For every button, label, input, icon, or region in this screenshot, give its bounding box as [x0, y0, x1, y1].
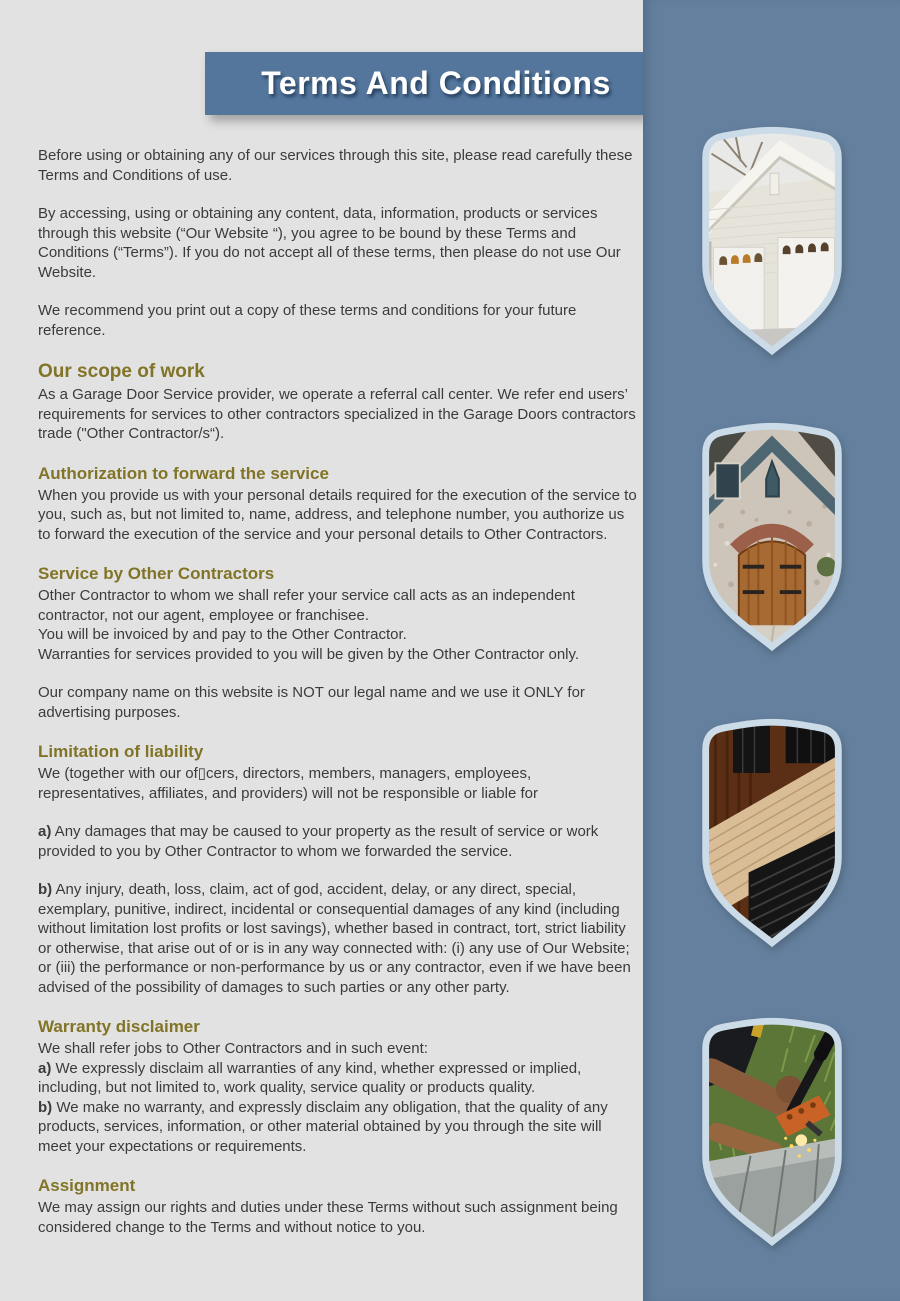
limitation-intro: We (together with our of▯cers, directors, members, managers, employees, representatives, affiliates, and providers) will not be responsible or liable for [38, 765, 538, 802]
company-name-note: Our company name on this website is NOT our legal name and we use it ONLY for advertising purposes. [38, 684, 585, 721]
section-heading-authorization: Authorization to forward the service [38, 463, 329, 483]
section-heading-scope: Our scope of work [38, 361, 205, 382]
assignment-body: We may assign our rights and duties under these Terms without such assignment being considered change to the Terms and without notice to you. [38, 1199, 618, 1236]
warranty-item-a-label: a) [38, 1059, 52, 1077]
service-lines [38, 586, 639, 664]
warranty-block [38, 1039, 639, 1156]
limitation-item-b-label: b) [38, 881, 53, 898]
warranty-item-a-text: We expressly disclaim all warranties of any kind, whether expressed or implied, including, but not limited to, work quality, service quality or products quality. [38, 1059, 582, 1096]
limitation-item-b-text: Any injury, death, loss, claim, act of god, accident, delay, or any direct, special, exemplary, punitive, indirect, incidental or consequential damages of any kind (including without limitation lost profits or lost savings), whether based in contract, tort, strict liability or otherwise, that arise out of or is in any way connected with: (i) any use of Our Website; or (iii) the performance or non-performance by us or any contractor, even if we have been advised of the possibility of damages to such parties or any other party. [38, 881, 631, 996]
warranty-item-a [38, 1059, 639, 1098]
warranty-intro: We shall refer jobs to Other Contractors and in such event: [38, 1040, 428, 1057]
section-heading-limitation: Limitation of liability [38, 742, 204, 761]
warranty-item-b-label: b) [38, 1098, 53, 1116]
limitation-item-a-text: Any damages that may be caused to your property as the result of service or work provided to you by Other Contractor to whom we forwarded the service. [38, 823, 599, 860]
service-line-3: Warranties for services provided to you will be given by the Other Contractor only. [38, 645, 580, 663]
authorization-body: When you provide us with your personal details required for the execution of the service to you, such as, but not limited to, name, address, and telephone number, you authorize us to forward the execution of the service and your personal details to Other Contractors. [38, 486, 637, 543]
intro-paragraph-2: By accessing, using or obtaining any content, data, information, products or services through this website (“Our Website “), you agree to be bound by these Terms and Conditions (“Terms”). If you do not accept all of these terms, then please do not use Our Website. [38, 205, 621, 281]
modern-wood-garage-photo [692, 714, 852, 954]
limitation-item-a-label: a) [38, 823, 52, 840]
section-heading-service: Service by Other Contractors [38, 564, 275, 583]
service-line-1: Other Contractor to whom we shall refer your service call acts as an independent contractor, not our agent, employee or franchisee. [38, 587, 575, 624]
white-double-garage-photo [692, 122, 852, 362]
page-title: Terms And Conditions [261, 65, 611, 101]
intro-paragraph-3: We recommend you print out a copy of these terms and conditions for your future reference. [38, 302, 577, 339]
warranty-item-b-text: We make no warranty, and expressly disclaim any obligation, that the quality of any products, services, information, or other material obtained by you through the site will meet your expectations or requirements. [38, 1098, 608, 1155]
service-line-2: You will be invoiced by and pay to the Other Contractor. [38, 626, 407, 643]
warranty-item-b [38, 1098, 639, 1157]
limitation-item-b [38, 880, 639, 997]
stone-house-wooden-door-photo [692, 418, 852, 658]
scope-body: As a Garage Door Service provider, we operate a referral call center. We refer end users’ requirements for services to other contractors specialized in the Garage Doors contractors trade ("Other Contractor/s“). [38, 386, 636, 442]
limitation-item-a [38, 822, 639, 861]
intro-paragraph-1: Before using or obtaining any of our services through this site, please read carefully these Terms and Conditions of use. [38, 147, 633, 184]
technician-welding-photo [692, 1013, 852, 1253]
photo-sidebar [643, 0, 900, 1301]
section-heading-assignment: Assignment [38, 1176, 136, 1195]
section-heading-warranty: Warranty disclaimer [38, 1017, 200, 1036]
